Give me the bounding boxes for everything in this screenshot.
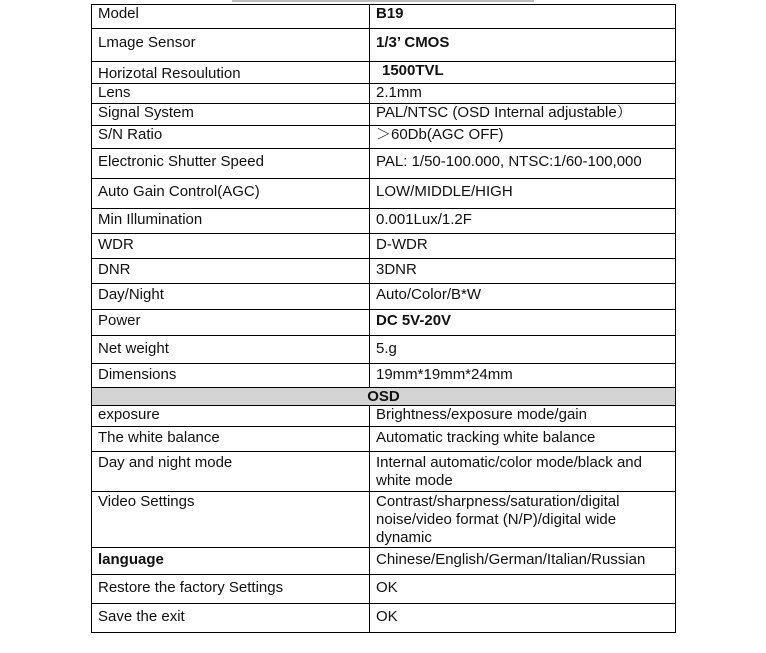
table-row: [92, 452, 676, 492]
table-row: [92, 310, 676, 336]
table-row: [92, 126, 676, 149]
spec-value: 19mm*19mm*24mm: [370, 364, 676, 388]
spec-label: WDR: [92, 234, 370, 259]
spec-label: Model: [92, 5, 370, 29]
spec-value: PAL: 1/50-100.000, NTSC:1/60-100,000: [370, 149, 676, 179]
osd-value: OK: [370, 575, 676, 604]
spec-value: 3DNR: [370, 259, 676, 284]
osd-value: Automatic tracking white balance: [370, 427, 676, 452]
spec-label: Power: [92, 310, 370, 336]
spec-label: Lmage Sensor: [92, 29, 370, 62]
table-row: [92, 427, 676, 452]
osd-label: Video Settings: [92, 492, 370, 548]
osd-header: OSD: [92, 388, 676, 406]
spec-value: D-WDR: [370, 234, 676, 259]
spec-value: ＞60Db(AGC OFF): [370, 126, 676, 149]
osd-value: Brightness/exposure mode/gain: [370, 406, 676, 427]
spec-value: 0.001Lux/1.2F: [370, 209, 676, 234]
spec-value: 1500TVL: [370, 62, 676, 84]
table-row: [92, 406, 676, 427]
table-row: [92, 149, 676, 179]
osd-label: language: [92, 548, 370, 575]
table-row: [92, 29, 676, 62]
spec-value: 2.1mm: [370, 84, 676, 104]
spec-value: B19: [370, 5, 676, 29]
spec-value: PAL/NTSC (OSD Internal adjustable）: [370, 104, 676, 126]
spec-label: Auto Gain Control(AGC): [92, 179, 370, 209]
osd-section-row: [92, 388, 676, 406]
spec-label: Net weight: [92, 336, 370, 364]
table-row: [92, 575, 676, 604]
table-row: [92, 364, 676, 388]
table-row: [92, 62, 676, 84]
osd-value: Contrast/sharpness/saturation/digital noise/video format (N/P)/digital wide dynamic: [370, 492, 676, 548]
spec-label: Horizotal Resoulution: [92, 62, 370, 84]
spec-label: Dimensions: [92, 364, 370, 388]
table-row: [92, 84, 676, 104]
osd-label: exposure: [92, 406, 370, 427]
table-row: [92, 548, 676, 575]
spec-table: [91, 4, 676, 633]
table-row: [92, 5, 676, 29]
table-row: [92, 104, 676, 126]
top-divider: [232, 0, 534, 2]
spec-label: Electronic Shutter Speed: [92, 149, 370, 179]
osd-value: Internal automatic/color mode/black and white mode: [370, 452, 676, 492]
spec-value: LOW/MIDDLE/HIGH: [370, 179, 676, 209]
osd-label: Restore the factory Settings: [92, 575, 370, 604]
osd-label: Day and night mode: [92, 452, 370, 492]
osd-label: The white balance: [92, 427, 370, 452]
table-row: [92, 284, 676, 310]
table-row: [92, 259, 676, 284]
spec-value: DC 5V-20V: [370, 310, 676, 336]
osd-value: OK: [370, 604, 676, 633]
spec-label: S/N Ratio: [92, 126, 370, 149]
table-row: [92, 492, 676, 548]
spec-value: 1/3’ CMOS: [370, 29, 676, 62]
table-row: [92, 234, 676, 259]
spec-value: Auto/Color/B*W: [370, 284, 676, 310]
table-row: [92, 604, 676, 633]
osd-label: Save the exit: [92, 604, 370, 633]
spec-label: Lens: [92, 84, 370, 104]
spec-label: DNR: [92, 259, 370, 284]
table-row: [92, 179, 676, 209]
table-row: [92, 336, 676, 364]
spec-label: Min Illumination: [92, 209, 370, 234]
table-row: [92, 209, 676, 234]
spec-label: Day/Night: [92, 284, 370, 310]
spec-value: 5.g: [370, 336, 676, 364]
osd-value: Chinese/English/German/Italian/Russian: [370, 548, 676, 575]
spec-label: Signal System: [92, 104, 370, 126]
